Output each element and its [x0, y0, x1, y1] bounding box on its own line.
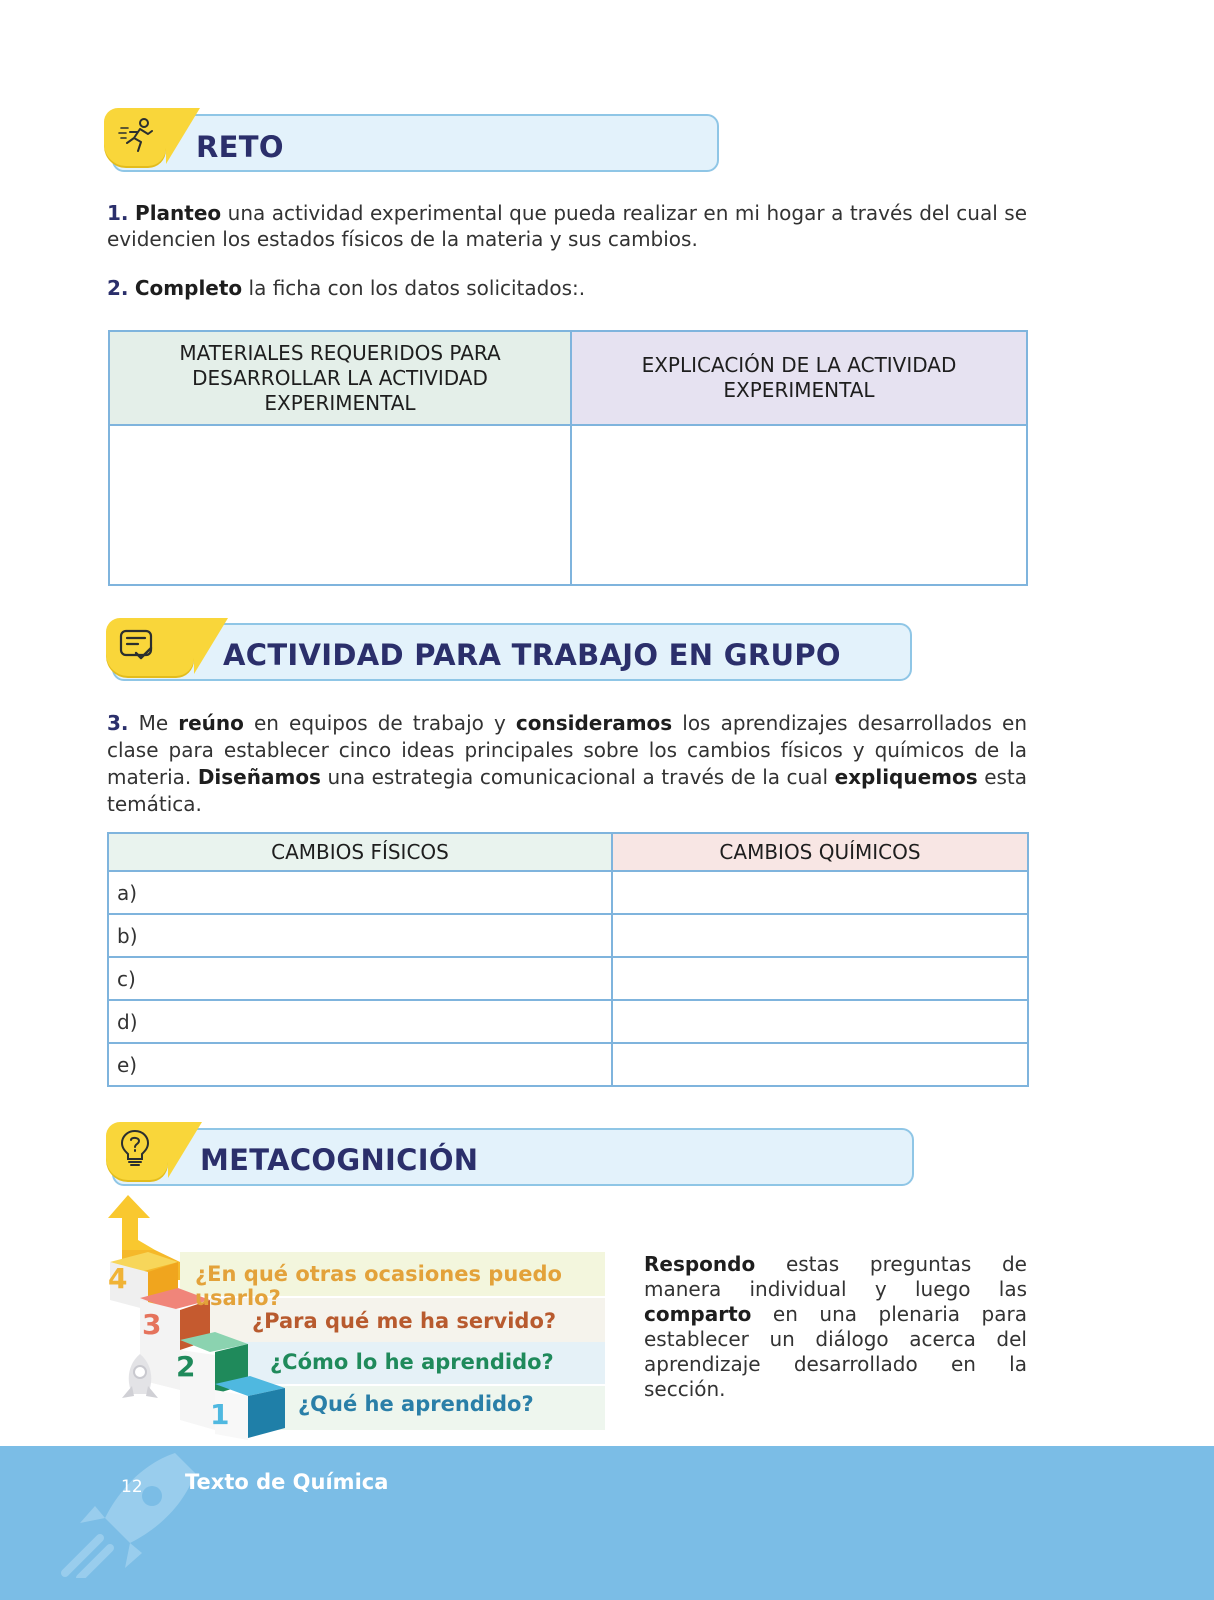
respondo-text-2: en una plenaria para establecer un diálogo acerca del aprendizaje desarrollado en la sección. — [644, 1302, 1027, 1401]
materiales-cell[interactable] — [109, 425, 571, 585]
grupo-icon-badge — [106, 618, 194, 676]
row-label-c: c) — [108, 957, 612, 1000]
question-1 — [107, 200, 1027, 252]
question-3-number: 3. — [107, 711, 129, 735]
question-3-text-4: una estrategia comunicacional a través de la cual — [320, 765, 835, 789]
header-cambios-quimicos: CAMBIOS QUÍMICOS — [612, 833, 1028, 871]
question-2-number: 2. — [107, 276, 129, 300]
running-person-icon — [118, 116, 158, 156]
question-3-text-1: Me — [128, 711, 179, 735]
question-2-text: la ficha con los datos solicitados:. — [242, 276, 586, 300]
book-title: Texto de Química — [185, 1470, 389, 1494]
respondo-bold-2: comparto — [644, 1302, 752, 1326]
row-label-d: d) — [108, 1000, 612, 1043]
question-3-bold-3: Diseñamos — [197, 765, 321, 789]
quimico-cell-b[interactable] — [612, 914, 1028, 957]
row-label-b: b) — [108, 914, 612, 957]
row-label-a: a) — [108, 871, 612, 914]
footer-rocket-icon — [50, 1448, 200, 1578]
question-3-bold-1: reúno — [178, 711, 244, 735]
step-number-2: 2 — [176, 1350, 196, 1383]
step-question-4: ¿En qué otras ocasiones puedo usarlo? — [195, 1262, 562, 1310]
step-number-1: 1 — [210, 1398, 230, 1431]
header-materiales: MATERIALES REQUERIDOS PARA DESARROLLAR LA ACTIVIDAD EXPERIMENTAL — [109, 331, 571, 425]
reto-table — [108, 330, 1028, 586]
question-3-text-5: esta temática. — [107, 765, 1028, 816]
stairs-illustration — [100, 1190, 610, 1445]
step-question-3: ¿Para qué me ha servido? — [252, 1309, 557, 1333]
question-3 — [107, 710, 1027, 818]
step-number-3: 3 — [142, 1308, 162, 1341]
quimico-cell-e[interactable] — [612, 1043, 1028, 1086]
question-3-bold-2: consideramos — [515, 711, 673, 735]
respondo-paragraph — [644, 1252, 1027, 1402]
question-2 — [107, 275, 1027, 301]
step-question-1: ¿Qué he aprendido? — [298, 1392, 534, 1416]
question-1-number: 1. — [107, 201, 129, 225]
question-3-text-2: en equipos de trabajo y — [243, 711, 516, 735]
question-1-verb: Planteo — [135, 201, 222, 225]
question-2-verb: Completo — [134, 276, 243, 300]
question-3-text-3: los aprendizajes desarrollados en clase para establecer cinco ideas principales sobre los cambios físicos y químicos de la materia. — [107, 711, 1027, 789]
quimico-cell-d[interactable] — [612, 1000, 1028, 1043]
explicacion-cell[interactable] — [571, 425, 1027, 585]
meta-title: METACOGNICIÓN — [200, 1143, 479, 1177]
question-1-text: una actividad experimental que pueda realizar en mi hogar a través del cual se evidencien los estados físicos de la materia y sus cambios. — [107, 201, 1028, 251]
page-number: 12 — [121, 1477, 143, 1497]
step-number-4: 4 — [108, 1262, 128, 1295]
lightbulb-icon — [118, 1128, 152, 1168]
grupo-title: ACTIVIDAD PARA TRABAJO EN GRUPO — [223, 638, 841, 672]
reto-icon-badge — [104, 108, 166, 166]
question-3-bold-4: expliquemos — [834, 765, 978, 789]
cambios-table — [107, 832, 1029, 1087]
quimico-cell-a[interactable] — [612, 871, 1028, 914]
header-explicacion: EXPLICACIÓN DE LA ACTIVIDAD EXPERIMENTAL — [571, 331, 1027, 425]
respondo-bold-1: Respondo — [644, 1252, 756, 1276]
meta-icon-badge — [106, 1122, 168, 1180]
header-cambios-fisicos: CAMBIOS FÍSICOS — [108, 833, 612, 871]
row-label-e: e) — [108, 1043, 612, 1086]
checklist-icon — [118, 628, 156, 666]
respondo-text-1: estas preguntas de manera individual y luego las — [644, 1252, 1027, 1301]
step-question-2: ¿Cómo lo he aprendido? — [270, 1350, 554, 1374]
quimico-cell-c[interactable] — [612, 957, 1028, 1000]
reto-title: RETO — [196, 130, 284, 164]
